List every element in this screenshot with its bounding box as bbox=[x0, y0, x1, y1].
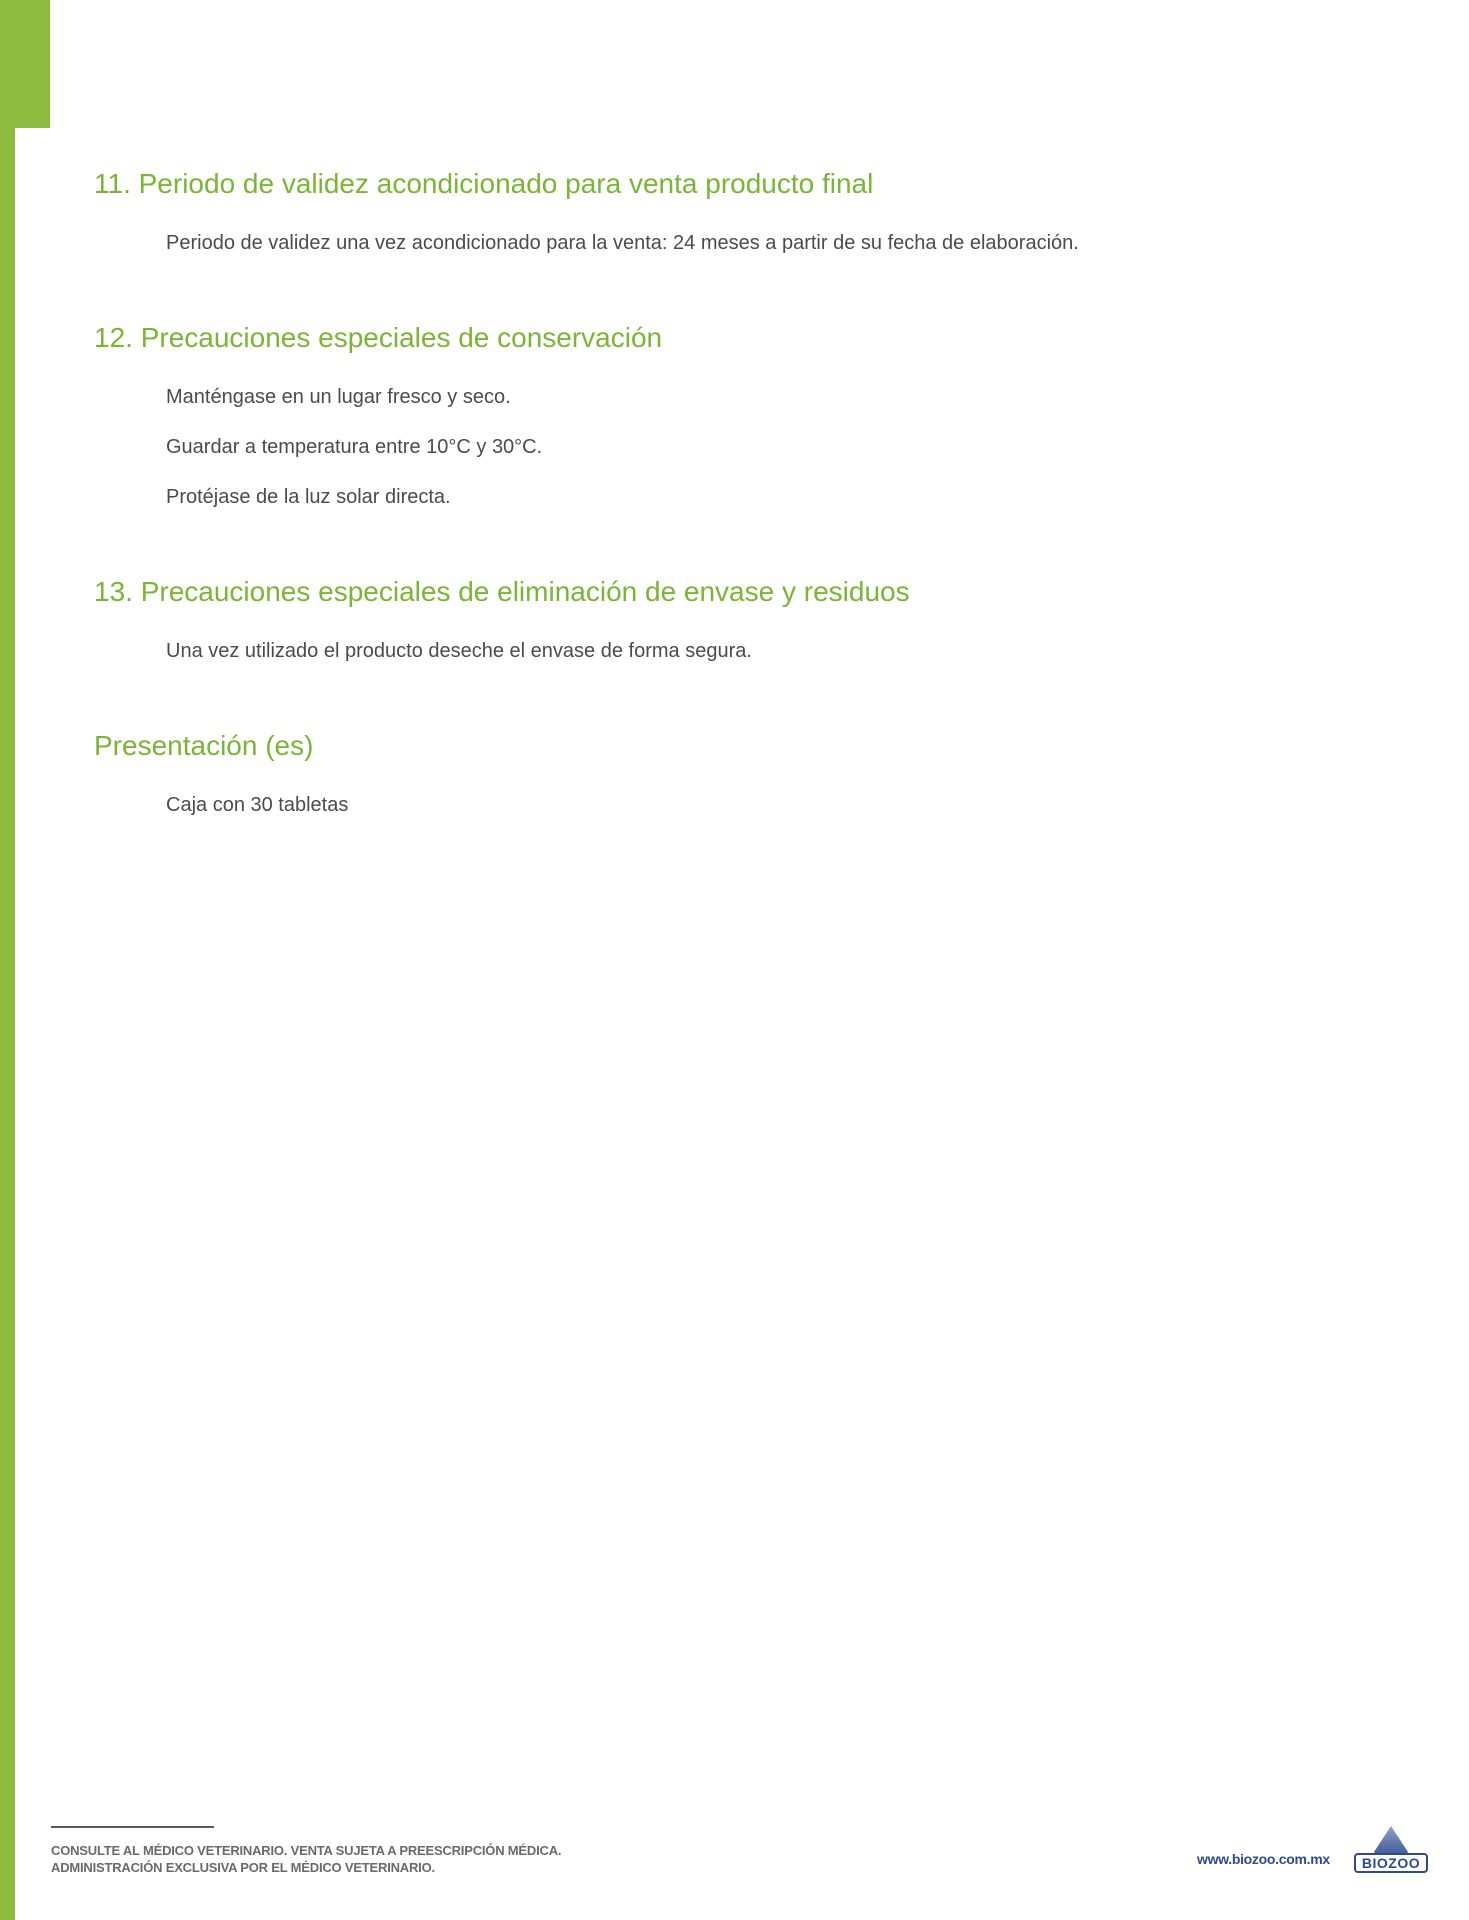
section-13 bbox=[94, 572, 1394, 664]
section-title: 12. Precauciones especiales de conservación bbox=[94, 322, 663, 353]
footer-divider bbox=[51, 1826, 214, 1828]
section-paragraph: Caja con 30 tabletas bbox=[166, 794, 349, 816]
section-paragraph: Guardar a temperatura entre 10°C y 30°C. bbox=[166, 436, 543, 458]
top-accent-tab bbox=[0, 0, 50, 128]
section-paragraph: Manténgase en un lugar fresco y seco. bbox=[166, 386, 511, 408]
footer-legal-notice bbox=[51, 1842, 561, 1876]
legal-line-2: ADMINISTRACIÓN EXCLUSIVA POR EL MÉDICO VETERINARIO. bbox=[51, 1860, 435, 1875]
logo-wordmark: BIOZOO bbox=[1361, 1855, 1421, 1871]
section-paragraph: Periodo de validez una vez acondicionado para la venta: 24 meses a partir de su fecha de elaboración. bbox=[166, 232, 1079, 254]
section-paragraph: Una vez utilizado el producto deseche el envase de forma segura. bbox=[166, 640, 752, 662]
section-title: 11. Periodo de validez acondicionado para venta producto final bbox=[94, 168, 874, 199]
biozoo-logo bbox=[1354, 1824, 1428, 1882]
left-accent-bar bbox=[0, 0, 15, 1920]
website-link[interactable]: www.biozoo.com.mx bbox=[1197, 1851, 1330, 1867]
legal-line-1: CONSULTE AL MÉDICO VETERINARIO. VENTA SUJETA A PREESCRIPCIÓN MÉDICA. bbox=[51, 1843, 562, 1858]
section-title: Presentación (es) bbox=[94, 730, 314, 761]
document-body bbox=[94, 164, 1394, 880]
section-title: 13. Precauciones especiales de eliminación de envase y residuos bbox=[94, 576, 910, 607]
section-paragraph: Protéjase de la luz solar directa. bbox=[166, 486, 451, 508]
section-presentacion bbox=[94, 726, 1394, 818]
section-12 bbox=[94, 318, 1394, 510]
section-11 bbox=[94, 164, 1394, 256]
